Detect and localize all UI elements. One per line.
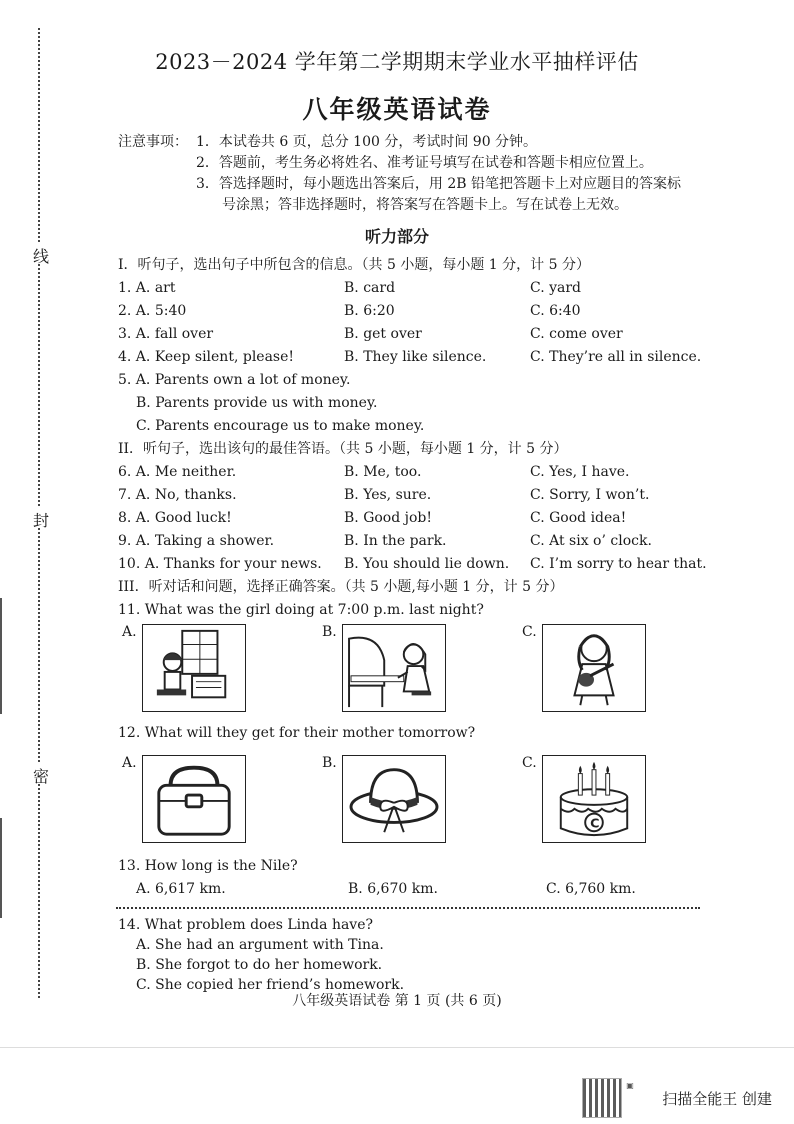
- option-c: C. Sorry, I won’t.: [530, 487, 650, 503]
- hat-image: [342, 755, 446, 843]
- option-c: C. They’re all in silence.: [530, 349, 702, 365]
- option-c: C. She copied her friend’s homework.: [136, 977, 405, 993]
- option-a: 3. A. fall over: [118, 326, 214, 342]
- scanner-watermark: [582, 1078, 772, 1118]
- option-b: B. 6,670 km.: [348, 881, 438, 897]
- option-b: B. She forgot to do her homework.: [136, 957, 383, 973]
- divider: [0, 1047, 794, 1048]
- scanner-logo-icon: ▣: [626, 1081, 634, 1090]
- question-row: [118, 323, 718, 346]
- question-row: [118, 300, 718, 323]
- scan-edge-mark: [0, 818, 2, 918]
- option-b: B. Parents provide us with money.: [136, 395, 378, 411]
- option-letter: C.: [522, 755, 537, 771]
- notice-block: [118, 132, 738, 216]
- option-b: B. Me, too.: [344, 464, 422, 480]
- girl-playing-piano-image: [342, 624, 446, 712]
- option-b: B. Good job!: [344, 510, 432, 526]
- notice-item: 1．本试卷共 6 页，总分 100 分，考试时间 90 分钟。: [196, 134, 538, 150]
- question-row: [118, 461, 718, 484]
- option-a: A. 6,617 km.: [136, 881, 226, 897]
- option-letter: B.: [322, 624, 337, 640]
- question-row: [118, 346, 718, 369]
- question-row: [118, 507, 718, 530]
- option-c: C. Parents encourage us to make money.: [136, 418, 425, 434]
- page-footer: 八年级英语试卷 第 1 页 (共 6 页): [292, 993, 502, 1009]
- question-row: [118, 484, 718, 507]
- option-a: 6. A. Me neither.: [118, 464, 237, 480]
- option-c: C. I’m sorry to hear that.: [530, 556, 707, 572]
- option-b: B. You should lie down.: [344, 556, 510, 572]
- option-letter: B.: [322, 755, 337, 771]
- question-13: 13. How long is the Nile?: [118, 858, 298, 874]
- exam-title: 2023－2024 学年第二学期期末学业水平抽样评估: [155, 50, 639, 74]
- option-a: 9. A. Taking a shower.: [118, 533, 275, 549]
- option-c: C. yard: [530, 280, 582, 296]
- option-a: 4. A. Keep silent, please!: [118, 349, 295, 365]
- option-c: C. Yes, I have.: [530, 464, 630, 480]
- watermark-text: 扫描全能王 创建: [662, 1089, 772, 1108]
- question-row: [118, 277, 718, 300]
- option-a: 7. A. No, thanks.: [118, 487, 237, 503]
- section-title: 听力部分: [364, 227, 429, 246]
- margin-label-secret: 密: [32, 764, 50, 784]
- option-c: C. 6,760 km.: [546, 881, 636, 897]
- option-c: C. At six o’ clock.: [530, 533, 652, 549]
- handbag-image: [142, 755, 246, 843]
- birthday-cake-image: [542, 755, 646, 843]
- margin-label-line: 线: [32, 244, 50, 264]
- option-b: B. They like silence.: [344, 349, 487, 365]
- part1-heading: I．听句子，选出句子中所包含的信息。（共 5 小题，每小题 1 分，计 5 分）: [118, 257, 590, 273]
- notice-item: 3．答选择题时，每小题选出答案后，用 2B 铅笔把答题卡上对应题目的答案标: [196, 176, 682, 192]
- exam-subtitle: 八年级英语试卷: [302, 95, 492, 124]
- option-b: B. get over: [344, 326, 422, 342]
- question-11: 11. What was the girl doing at 7:00 p.m. last night?: [118, 602, 484, 618]
- margin-label-seal: 封: [32, 508, 50, 528]
- svg-text:C: C: [590, 815, 600, 831]
- option-c: C. 6:40: [530, 303, 581, 319]
- question-row: [118, 553, 718, 576]
- question-12: 12. What will they get for their mother tomorrow?: [118, 725, 476, 741]
- option-c: C. Good idea!: [530, 510, 627, 526]
- question-row: [118, 878, 718, 901]
- option-a: 8. A. Good luck!: [118, 510, 232, 526]
- option-a: 5. A. Parents own a lot of money.: [118, 372, 351, 388]
- picture-options-11: [118, 624, 718, 714]
- option-b: B. In the park.: [344, 533, 447, 549]
- question-area: [118, 254, 718, 995]
- option-b: B. Yes, sure.: [344, 487, 432, 503]
- question-row: [118, 530, 718, 553]
- option-a: 2. A. 5:40: [118, 303, 187, 319]
- option-b: B. 6:20: [344, 303, 395, 319]
- divider: [116, 907, 700, 909]
- option-a: 1. A. art: [118, 280, 176, 296]
- notice-item: 号涂黑；答非选择题时，将答案写在答题卡上。写在试卷上无效。: [222, 197, 628, 213]
- option-letter: A.: [122, 624, 137, 640]
- part3-heading: III．听对话和问题，选择正确答案。（共 5 小题,每小题 1 分，计 5 分）: [118, 579, 564, 595]
- girl-playing-guitar-image: [542, 624, 646, 712]
- option-c: C. come over: [530, 326, 623, 342]
- option-letter: C.: [522, 624, 537, 640]
- option-letter: A.: [122, 755, 137, 771]
- notice-item: 2．答题前，考生务必将姓名、准考证号填写在试卷和答题卡相应位置上。: [196, 155, 653, 171]
- option-a: A. She had an argument with Tina.: [136, 937, 384, 953]
- option-a: 10. A. Thanks for your news.: [118, 556, 322, 572]
- part2-heading: II．听句子，选出该句的最佳答语。（共 5 小题，每小题 1 分，计 5 分）: [118, 441, 568, 457]
- question-14: 14. What problem does Linda have?: [118, 917, 374, 933]
- notice-label: 注意事项：: [118, 134, 188, 150]
- scan-edge-mark: [0, 598, 2, 714]
- option-b: B. card: [344, 280, 396, 296]
- qr-code-icon: [582, 1078, 622, 1118]
- girl-at-computer-image: [142, 624, 246, 712]
- picture-options-12: [118, 755, 718, 847]
